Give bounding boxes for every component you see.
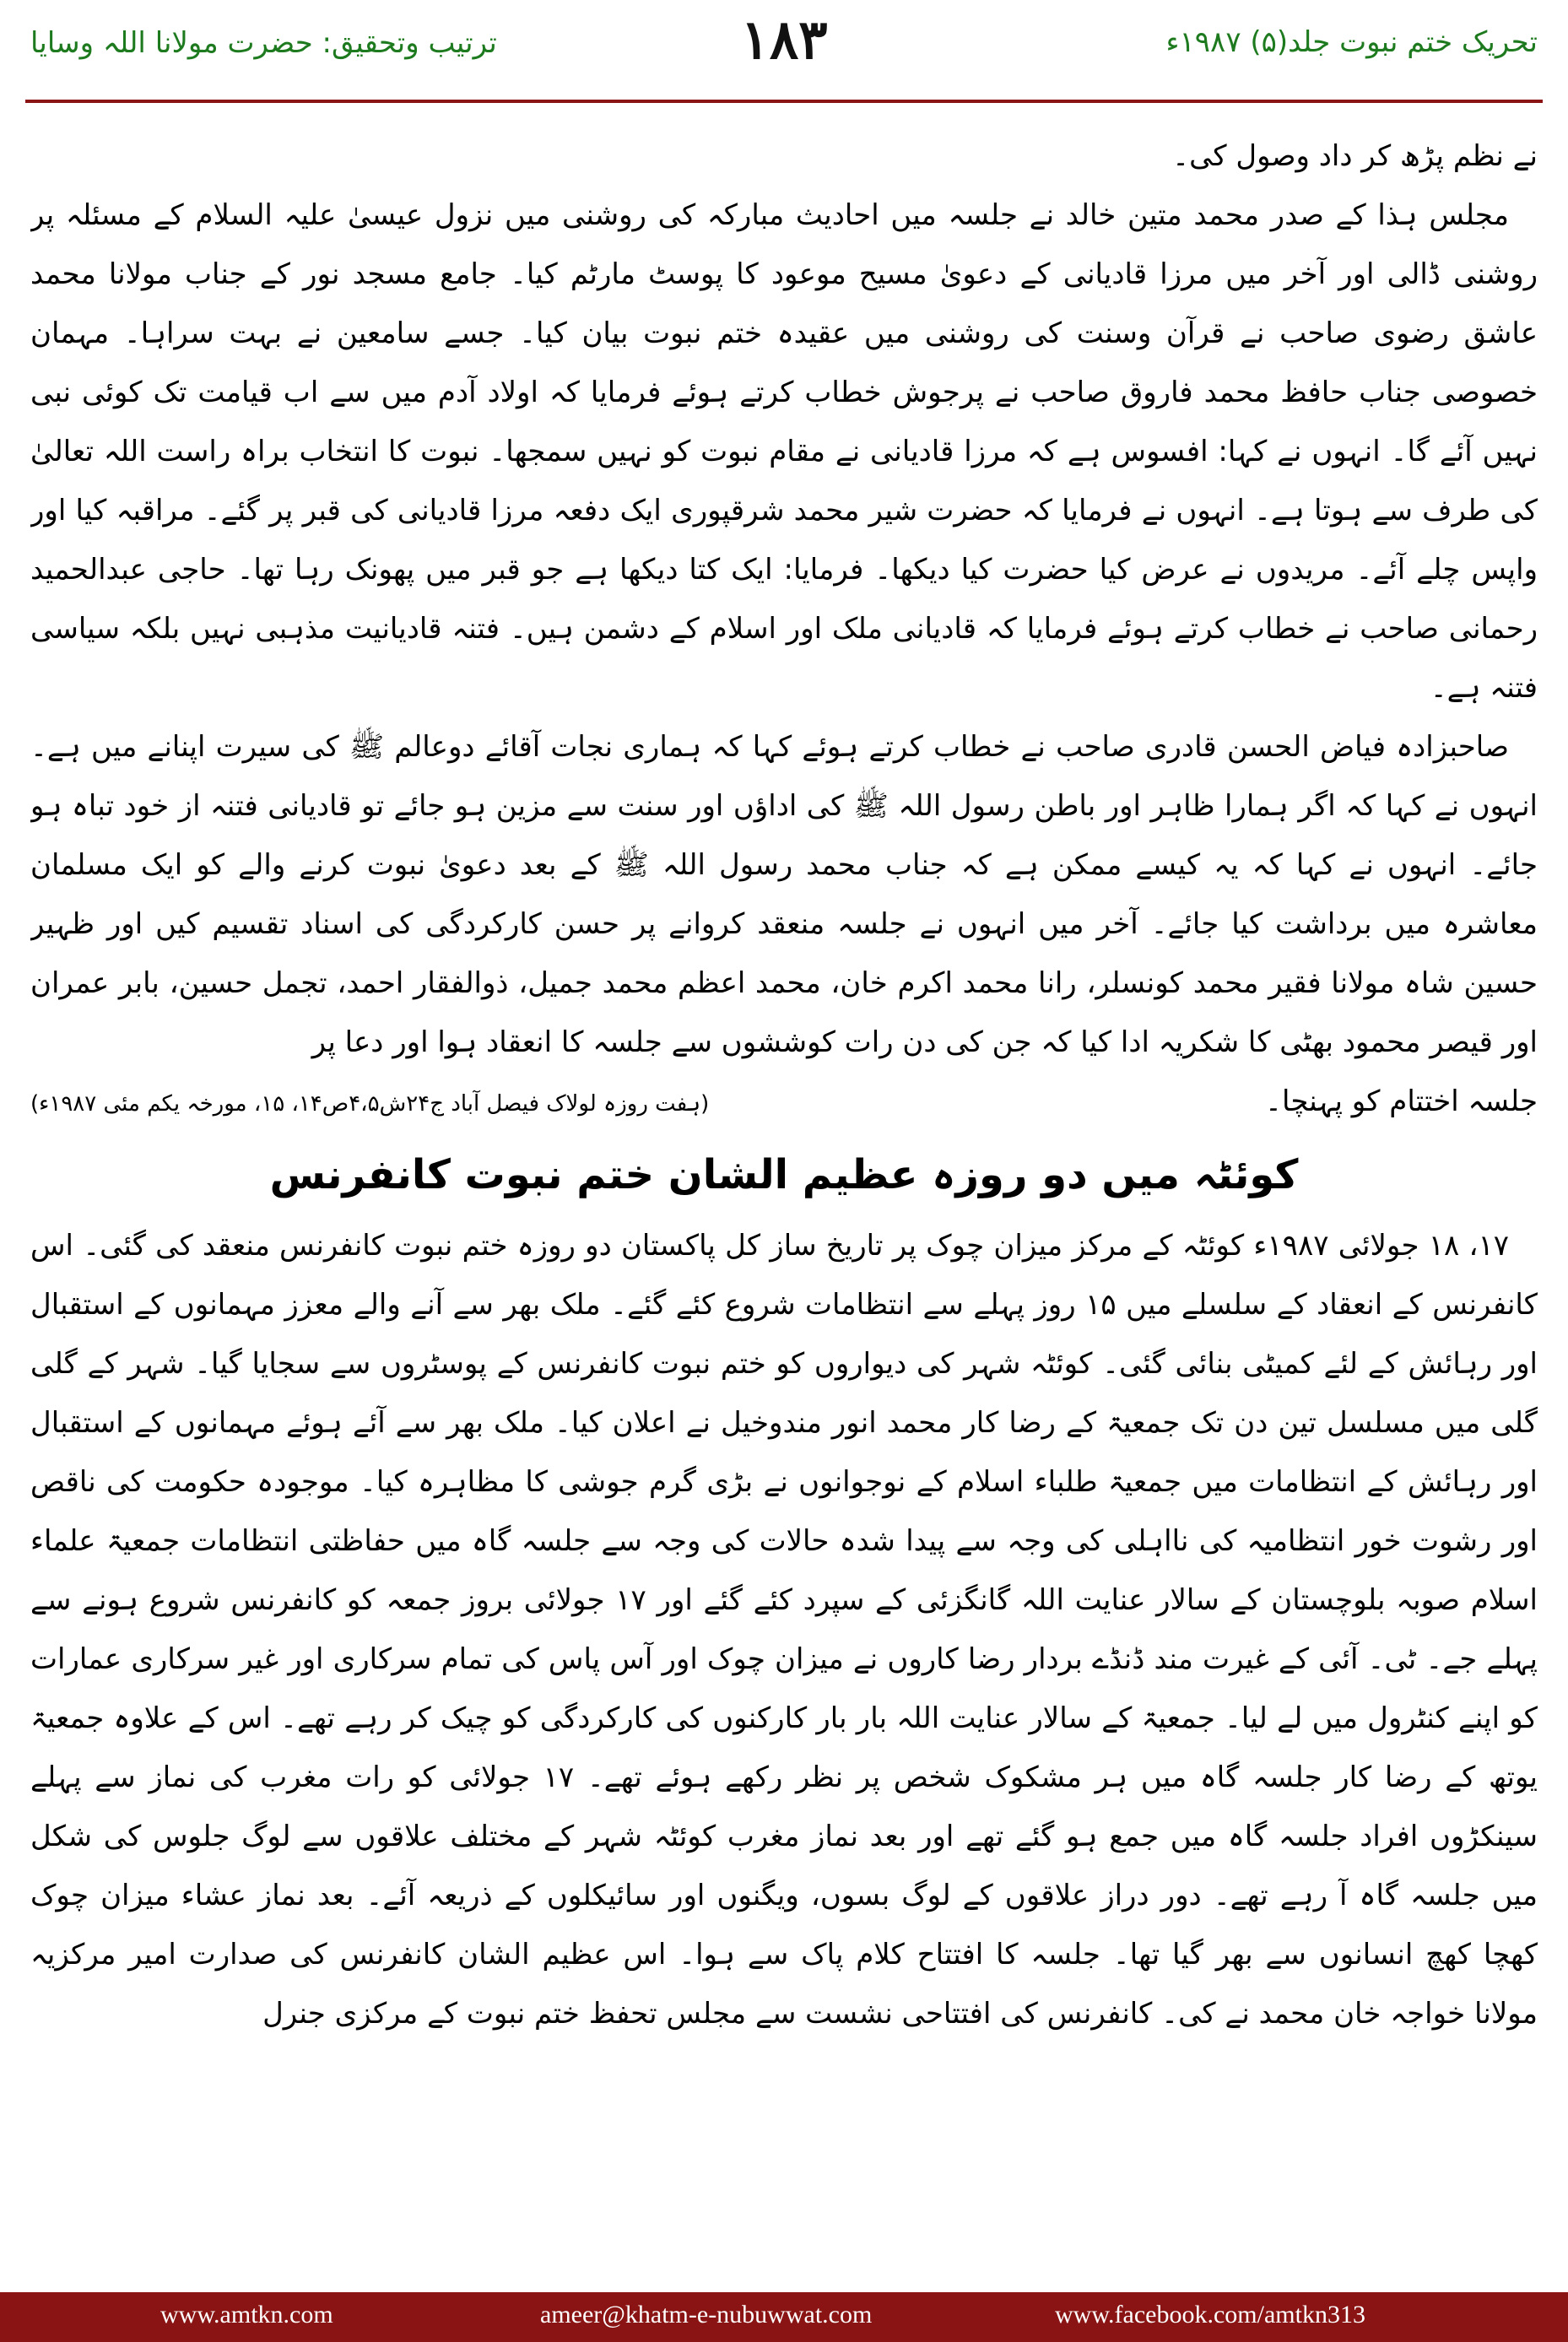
- closing-line-row: [30, 1072, 1538, 1133]
- book-title: تحریک ختم نبوت جلد(۵) ۱۹۸۷ء: [1165, 25, 1538, 59]
- source-reference: (ہفت روزہ لولاک فیصل آباد ج۲۴ش۴،۵ص۱۴، ۱۵، مورخہ یکم مئی ۱۹۸۷ء): [30, 1091, 710, 1117]
- section-paragraph: ۱۷، ۱۸ جولائی ۱۹۸۷ء کوئٹہ کے مرکز میزان چوک پر تاریخ ساز کل پاکستان دو روزہ ختم نبوت کانفرنس منعقد کی گئی۔ اس کانفرنس کے انعقاد کے سلسلے میں ۱۵ روز پہلے سے انتظامات شروع کئے گئے۔ ملک بھر سے آنے والے معزز مہمانوں کے استقبال اور رہائش کے لئے کمیٹی بنائی گئی۔ کوئٹہ شہر کی دیواروں کو ختم نبوت کانفرنس کے پوسٹروں سے سجایا گیا۔ شہر کے گلی گلی میں مسلسل تین دن تک جمعیۃ کے رضا کار محمد انور مندوخیل نے اعلان کیا۔ ملک بھر سے آئے ہوئے مہمانوں کے استقبال اور رہائش کے انتظامات میں جمعیۃ طلباء اسلام کے نوجوانوں نے بڑی گرم جوشی کا مظاہرہ کیا۔ موجودہ حکومت کی ناقص اور رشوت خور انتظامیہ کی نااہلی کی وجہ سے پیدا شدہ حالات کی وجہ سے جلسہ گاہ میں حفاظتی انتظامات جمعیۃ علماء اسلام صوبہ بلوچستان کے سالار عنایت اللہ گانگزئی کے سپرد کئے گئے اور ۱۷ جولائی بروز جمعہ کو کانفرنس شروع ہونے سے پہلے جے۔ ٹی۔ آئی کے غیرت مند ڈنڈے بردار رضا کاروں نے میزان چوک اور آس پاس کی تمام سرکاری اور غیر سرکاری عمارات کو اپنے کنٹرول میں لے لیا۔ جمعیۃ کے سالار عنایت اللہ بار بار کارکنوں کی کارکردگی کو چیک کر رہے تھے۔ اس کے علاوہ جمعیۃ یوتھ کے رضا کار جلسہ گاہ میں ہر مشکوک شخص پر نظر رکھے ہوئے تھے۔ ۱۷ جولائی کو رات مغرب کی نماز سے پہلے سینکڑوں افراد جلسہ گاہ میں جمع ہو گئے تھے اور بعد نماز مغرب کوئٹہ شہر کے مختلف علاقوں سے لوگ جلوس کی شکل میں جلسہ گاہ آ رہے تھے۔ دور دراز علاقوں کے لوگ بسوں، ویگنوں اور سائیکلوں کے ذریعہ آئے۔ بعد نماز عشاء میزان چوک کھچا کھچ انسانوں سے بھر گیا تھا۔ جلسہ کا افتتاح کلام پاک سے ہوا۔ اس عظیم الشان کانفرنس کی صدارت امیر مرکزیہ مولانا خواجہ خان محمد نے کی۔ کانفرنس کی افتتاحی نشست سے مجلس تحفظ ختم نبوت کے مرکزی جنرل: [30, 1229, 1538, 2031]
- paragraph-1: نے نظم پڑھ کر داد وصول کی۔: [1172, 139, 1538, 173]
- header-divider: [25, 100, 1543, 103]
- paragraph-3: صاحبزادہ فیاض الحسن قادری صاحب نے خطاب کرتے ہوئے کہا کہ ہماری نجات آقائے دوعالم ﷺ کی سیرت اپنانے میں ہے۔ انہوں نے کہا کہ اگر ہمارا ظاہر اور باطن رسول اللہ ﷺ کی اداؤں اور سنت سے مزین ہو جائے تو قادیانی فتنہ از خود تباہ ہو جائے۔ انہوں نے کہا کہ یہ کیسے ممکن ہے کہ جناب محمد رسول اللہ ﷺ کے بعد دعویٰ نبوت کرنے والے کو ایک مسلمان معاشرہ میں برداشت کیا جائے۔ آخر میں انہوں نے جلسہ منعقد کروانے پر حسن کارکردگی کی اسناد تقسیم کیں اور ظہیر حسین شاہ مولانا فقیر محمد کونسلر، رانا محمد اکرم خان، محمد اعظم محمد جمیل، ذوالفقار احمد، تجمل حسین، بابر عمران اور قیصر محمود بھٹی کا شکریہ ادا کیا کہ جن کی دن رات کوششوں سے جلسہ کا انعقاد ہوا اور دعا پر: [30, 730, 1538, 1059]
- paragraph-2: مجلس ہذا کے صدر محمد متین خالد نے جلسہ میں احادیث مبارکہ کی روشنی میں نزول عیسیٰ علیہ السلام کے مسئلہ پر روشنی ڈالی اور آخر میں مرزا قادیانی کے دعویٰ مسیح موعود کا پوسٹ مارٹم کیا۔ جامع مسجد نور کے جناب مولانا محمد عاشق رضوی صاحب نے قرآن وسنت کی روشنی میں عقیدہ ختم نبوت بیان کیا۔ جسے سامعین نے بہت سراہا۔ مہمان خصوصی جناب حافظ محمد فاروق صاحب نے پرجوش خطاب کرتے ہوئے فرمایا کہ اولاد آدم میں سے اب قیامت تک کوئی نبی نہیں آئے گا۔ انہوں نے کہا: افسوس ہے کہ مرزا قادیانی نے مقام نبوت کو نہیں سمجھا۔ نبوت کا انتخاب براہ راست اللہ تعالیٰ کی طرف سے ہوتا ہے۔ انہوں نے فرمایا کہ حضرت شیر محمد شرقپوری ایک دفعہ مرزا قادیانی کی قبر پر گئے۔ مراقبہ کیا اور واپس چلے آئے۔ مریدوں نے عرض کیا حضرت کیا دیکھا۔ فرمایا: ایک کتا دیکھا ہے جو قبر میں پھونک رہا تھا۔ حاجی عبدالحمید رحمانی صاحب نے خطاب کرتے ہوئے فرمایا کہ قادیانی ملک اور اسلام کے دشمن ہیں۔ فتنہ قادیانیت مذہبی نہیں بلکہ سیاسی فتنہ ہے۔: [30, 198, 1538, 705]
- section-heading: کوئٹہ میں دو روزہ عظیم الشان ختم نبوت کانفرنس: [269, 1151, 1299, 1198]
- compiler-credit: ترتیب وتحقیق: حضرت مولانا اللہ وسایا: [30, 26, 497, 60]
- page-footer: [0, 2292, 1568, 2342]
- email-link[interactable]: ameer@khatm-e-nubuwwat.com: [540, 2301, 873, 2328]
- website-link[interactable]: www.amtkn.com: [160, 2301, 333, 2328]
- facebook-link[interactable]: www.facebook.com/amtkn313: [1055, 2301, 1365, 2328]
- closing-line: جلسہ اختتام کو پہنچا۔: [1265, 1084, 1538, 1118]
- page-number: ۱۸۳: [740, 8, 828, 72]
- page-header: [0, 0, 1568, 127]
- page-body: [30, 127, 1538, 2270]
